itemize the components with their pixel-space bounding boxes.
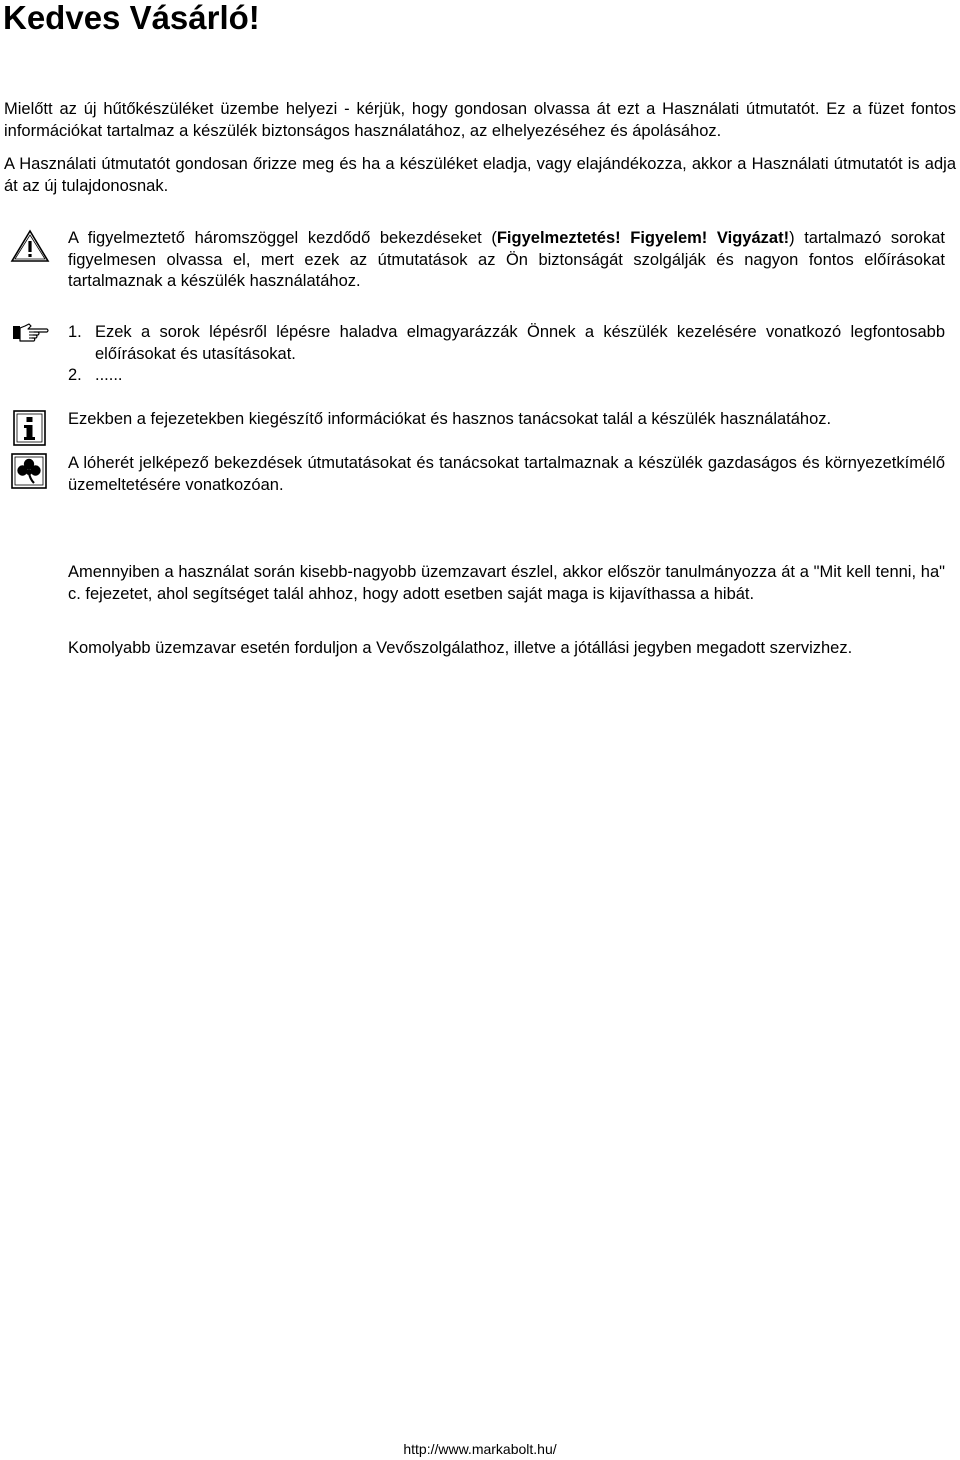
pointing-hand-icon <box>12 322 50 342</box>
keep-manual-paragraph: A Használati útmutatót gondosan őrizze meg és ha a készüléket eladja, vagy elajándékozza, akkor a Használati útmutatót is adja át az új tulajdonosnak. <box>4 155 956 195</box>
page-title: Kedves Vásárló! <box>3 0 260 36</box>
info-icon <box>13 410 46 446</box>
list-item-text: ...... <box>95 366 123 384</box>
list-item-number: 2. <box>68 366 82 384</box>
clover-icon <box>11 453 47 489</box>
list-item-number: 1. <box>68 323 82 341</box>
warning-text-end: ) tartalmazó sorokat figyelmesen olvassa el, mert ezek az útmutatások az Ön biztonságát szolgálják és nagyon fontos előírásokat tartalmaznak a készülék használatához. <box>68 229 945 290</box>
troubleshooting-paragraph: Amennyiben a használat során kisebb-nagyobb üzemzavart észlel, akkor először tanulmányozza át a "Mit kell tenni, ha" c. fejezetet, ahol segítséget talál ahhoz, hogy adott esetben saját maga is kijavíthassa a hibát. <box>68 563 945 603</box>
footer-url: http://www.markabolt.hu/ <box>403 1441 557 1457</box>
steps-list <box>68 322 945 387</box>
info-paragraph: Ezekben a fejezetekben kiegészítő információkat és hasznos tanácsokat talál a készülék használatához. <box>68 410 832 428</box>
list-item-text: Ezek a sorok lépésről lépésre haladva elmagyarázzák Önnek a készülék kezelésére vonatkozó legfontosabb előírásokat és utasításokat. <box>95 323 945 363</box>
warning-keywords: Figyelmeztetés! Figyelem! Vigyázat! <box>496 229 790 247</box>
list-item <box>68 365 945 387</box>
warning-triangle-icon <box>10 228 50 264</box>
warning-text-start: A figyelmeztető háromszöggel kezdődő bekezdéseket ( <box>68 229 497 247</box>
clover-paragraph: A lóherét jelképező bekezdések útmutatásokat és tanácsokat tartalmaznak a készülék gazdaságos és környezetkímélő üzemeltetésére vonatkozóan. <box>68 454 945 494</box>
service-paragraph: Komolyabb üzemzavar esetén forduljon a Vevőszolgálathoz, illetve a jótállási jegyben megadott szervizhez. <box>68 639 853 657</box>
list-item <box>68 322 945 365</box>
intro-paragraph: Mielőtt az új hűtőkészüléket üzembe helyezi - kérjük, hogy gondosan olvassa át ezt a Használati útmutatót. Ez a füzet fontos információkat tartalmaz a készülék biztonságos használatához, az elhelyezéséhez és ápolásához. <box>4 100 956 140</box>
warning-paragraph <box>68 228 945 293</box>
